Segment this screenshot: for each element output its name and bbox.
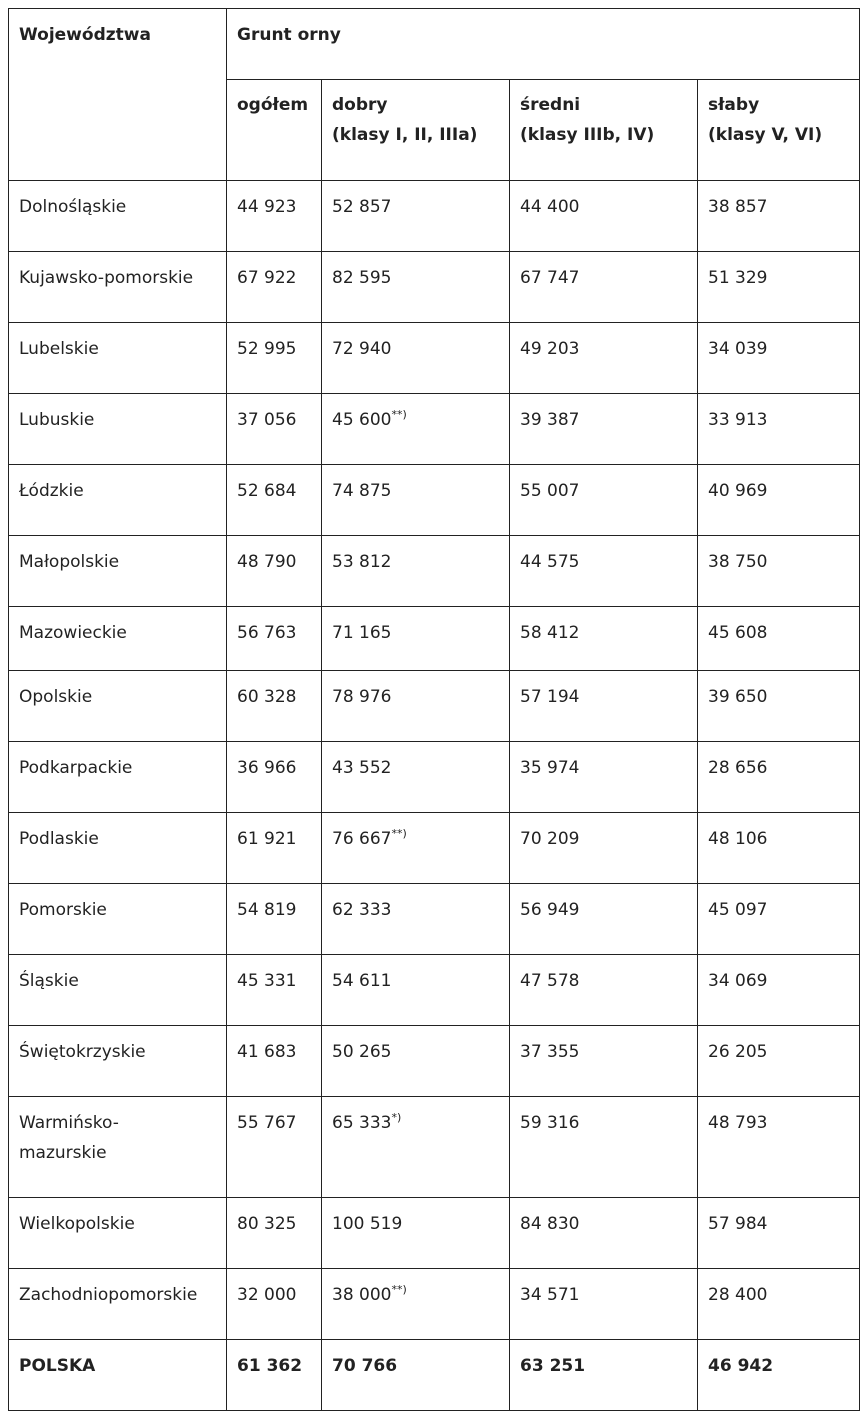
region-cell: Opolskie: [9, 671, 227, 742]
total-row: [9, 1340, 860, 1411]
medium-soil-cell: 57 194: [510, 671, 698, 742]
good-soil-cell: 100 519: [322, 1198, 510, 1269]
good-soil-cell: 65 333*): [322, 1097, 510, 1198]
weak-soil-cell: 46 942: [698, 1340, 860, 1411]
footnote-marker: **): [391, 827, 407, 840]
header-row-1: [9, 9, 860, 80]
region-cell: Śląskie: [9, 955, 227, 1026]
good-soil-cell: 76 667**): [322, 813, 510, 884]
medium-soil-cell: 84 830: [510, 1198, 698, 1269]
weak-soil-cell: 38 750: [698, 536, 860, 607]
weak-soil-cell: 40 969: [698, 465, 860, 536]
region-cell: Lubelskie: [9, 323, 227, 394]
table-row: [9, 465, 860, 536]
weak-soil-cell: 34 069: [698, 955, 860, 1026]
table-row: [9, 394, 860, 465]
weak-soil-cell: 39 650: [698, 671, 860, 742]
good-soil-cell: 53 812: [322, 536, 510, 607]
good-soil-cell: 38 000**): [322, 1269, 510, 1340]
total-cell: 41 683: [227, 1026, 322, 1097]
total-column-header: ogółem: [227, 80, 322, 181]
good-soil-cell: 78 976: [322, 671, 510, 742]
region-cell: Mazowieckie: [9, 607, 227, 671]
total-cell: 48 790: [227, 536, 322, 607]
region-cell: Małopolskie: [9, 536, 227, 607]
total-cell: 80 325: [227, 1198, 322, 1269]
region-cell: Łódzkie: [9, 465, 227, 536]
good-soil-cell: 43 552: [322, 742, 510, 813]
region-cell: POLSKA: [9, 1340, 227, 1411]
total-cell: 37 056: [227, 394, 322, 465]
medium-soil-cell: 49 203: [510, 323, 698, 394]
good-soil-cell: 74 875: [322, 465, 510, 536]
footnote-marker: *): [391, 1111, 402, 1124]
weak-soil-cell: 45 097: [698, 884, 860, 955]
region-cell: Świętokrzyskie: [9, 1026, 227, 1097]
weak-soil-cell: 48 106: [698, 813, 860, 884]
region-cell: Podlaskie: [9, 813, 227, 884]
medium-soil-cell: 44 575: [510, 536, 698, 607]
good-soil-column-header: dobry (klasy I, II, IIIa): [322, 80, 510, 181]
good-soil-cell: 82 595: [322, 252, 510, 323]
footnote-marker: **): [391, 1283, 407, 1296]
medium-soil-cell: 55 007: [510, 465, 698, 536]
table-row: [9, 1026, 860, 1097]
table-row: [9, 1269, 860, 1340]
region-cell: Kujawsko-pomorskie: [9, 252, 227, 323]
total-cell: 32 000: [227, 1269, 322, 1340]
total-cell: 36 966: [227, 742, 322, 813]
weak-soil-cell: 51 329: [698, 252, 860, 323]
region-column-header: Województwa: [9, 9, 227, 181]
total-cell: 67 922: [227, 252, 322, 323]
total-cell: 61 362: [227, 1340, 322, 1411]
table-row: [9, 955, 860, 1026]
weak-soil-cell: 28 656: [698, 742, 860, 813]
good-soil-cell: 54 611: [322, 955, 510, 1026]
table-row: [9, 323, 860, 394]
weak-soil-cell: 33 913: [698, 394, 860, 465]
total-cell: 55 767: [227, 1097, 322, 1198]
table-row: [9, 607, 860, 671]
weak-soil-column-header: słaby (klasy V, VI): [698, 80, 860, 181]
medium-soil-cell: 44 400: [510, 181, 698, 252]
table-row: [9, 813, 860, 884]
weak-soil-cell: 45 608: [698, 607, 860, 671]
good-soil-cell: 45 600**): [322, 394, 510, 465]
medium-soil-cell: 59 316: [510, 1097, 698, 1198]
region-cell: Warmińsko- mazurskie: [9, 1097, 227, 1198]
weak-soil-cell: 38 857: [698, 181, 860, 252]
good-soil-cell: 50 265: [322, 1026, 510, 1097]
medium-soil-cell: 56 949: [510, 884, 698, 955]
medium-soil-cell: 37 355: [510, 1026, 698, 1097]
region-cell: Podkarpackie: [9, 742, 227, 813]
medium-soil-cell: 63 251: [510, 1340, 698, 1411]
table-body: [9, 181, 860, 1411]
medium-soil-cell: 67 747: [510, 252, 698, 323]
good-soil-cell: 72 940: [322, 323, 510, 394]
region-cell: Zachodniopomorskie: [9, 1269, 227, 1340]
medium-soil-cell: 58 412: [510, 607, 698, 671]
table-row: [9, 536, 860, 607]
table-row: [9, 671, 860, 742]
weak-soil-cell: 48 793: [698, 1097, 860, 1198]
medium-soil-cell: 34 571: [510, 1269, 698, 1340]
medium-soil-cell: 39 387: [510, 394, 698, 465]
weak-soil-cell: 28 400: [698, 1269, 860, 1340]
total-cell: 45 331: [227, 955, 322, 1026]
table-row: [9, 742, 860, 813]
total-cell: 61 921: [227, 813, 322, 884]
weak-soil-cell: 26 205: [698, 1026, 860, 1097]
medium-soil-cell: 35 974: [510, 742, 698, 813]
arable-land-price-table: [8, 8, 860, 1411]
table-row: [9, 1198, 860, 1269]
medium-soil-cell: 47 578: [510, 955, 698, 1026]
region-cell: Wielkopolskie: [9, 1198, 227, 1269]
medium-soil-cell: 70 209: [510, 813, 698, 884]
good-soil-cell: 71 165: [322, 607, 510, 671]
region-cell: Pomorskie: [9, 884, 227, 955]
medium-soil-column-header: średni (klasy IIIb, IV): [510, 80, 698, 181]
good-soil-cell: 62 333: [322, 884, 510, 955]
good-soil-cell: 52 857: [322, 181, 510, 252]
arable-land-group-header: Grunt orny: [227, 9, 860, 80]
good-soil-cell: 70 766: [322, 1340, 510, 1411]
total-cell: 52 995: [227, 323, 322, 394]
region-cell: Lubuskie: [9, 394, 227, 465]
footnote-marker: **): [391, 408, 407, 421]
weak-soil-cell: 34 039: [698, 323, 860, 394]
weak-soil-cell: 57 984: [698, 1198, 860, 1269]
total-cell: 56 763: [227, 607, 322, 671]
table-row: [9, 1097, 860, 1198]
table-row: [9, 181, 860, 252]
table-row: [9, 252, 860, 323]
table-row: [9, 884, 860, 955]
total-cell: 44 923: [227, 181, 322, 252]
total-cell: 60 328: [227, 671, 322, 742]
total-cell: 52 684: [227, 465, 322, 536]
total-cell: 54 819: [227, 884, 322, 955]
region-cell: Dolnośląskie: [9, 181, 227, 252]
